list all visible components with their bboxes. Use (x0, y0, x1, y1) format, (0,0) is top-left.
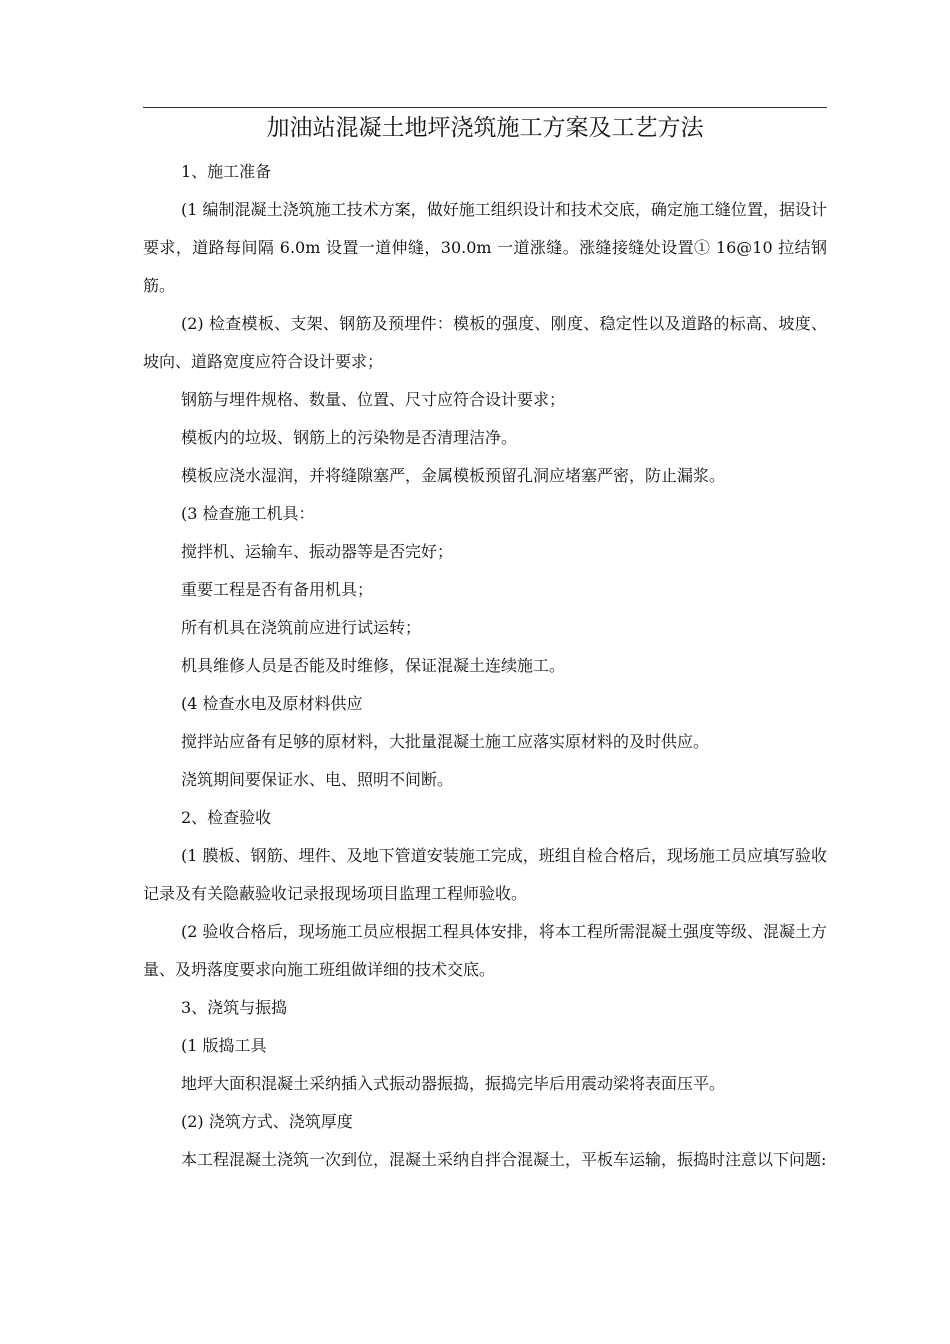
paragraph: (1 编制混凝土浇筑施工技术方案，做好施工组织设计和技术交底，确定施工缝位置，据设计要求，道路每间隔 6.0m 设置一道伸缝，30.0m 一道涨缝。涨缝接缝处设置① 16@10 拉结钢筋。 (143, 200, 827, 295)
heading-inspection: 2、检查验收 (181, 808, 272, 827)
paragraph: 模板内的垃圾、钢筋上的污染物是否清理洁净。 (181, 428, 518, 447)
paragraph: 搅拌站应备有足够的原材料，大批量混凝土施工应落实原材料的及时供应。 (181, 732, 710, 751)
paragraph: (1 膜板、钢筋、埋件、及地下管道安装施工完成，班组自检合格后，现场施工员应填写验收记录及有关隐蔽验收记录报现场项目监理工程师验收。 (143, 846, 827, 903)
paragraph: (1 版捣工具 (181, 1036, 267, 1055)
paragraph: (2) 检查模板、支架、钢筋及预埋件：模板的强度、刚度、稳定性以及道路的标高、坡度、坡向、道路宽度应符合设计要求； (143, 314, 827, 371)
paragraph: 本工程混凝土浇筑一次到位，混凝土采纳自拌合混凝土，平板车运输，振捣时注意以下问题: (181, 1150, 827, 1169)
document-title: 加油站混凝土地坪浇筑施工方案及工艺方法 (266, 115, 704, 141)
paragraph: 所有机具在浇筑前应进行试运转； (181, 618, 422, 637)
heading-preparation: 1、施工准备 (181, 162, 272, 181)
paragraph: 钢筋与埋件规格、数量、位置、尺寸应符合设计要求； (181, 390, 566, 409)
paragraph: (2 验收合格后，现场施工员应根据工程具体安排，将本工程所需混凝土强度等级、混凝土方量、及坍落度要求向施工班组做详细的技术交底。 (143, 922, 827, 979)
paragraph: 地坪大面积混凝土采纳插入式振动器振捣，振捣完毕后用震动梁将表面压平。 (181, 1074, 726, 1093)
header-rule (143, 107, 827, 108)
heading-pouring: 3、浇筑与振捣 (181, 998, 288, 1017)
paragraph: 重要工程是否有备用机具； (181, 580, 374, 599)
paragraph: 搅拌机、运输车、振动器等是否完好； (181, 542, 454, 561)
paragraph: 模板应浇水湿润，并将缝隙塞严，金属模板预留孔洞应堵塞严密，防止漏浆。 (181, 466, 726, 485)
paragraph: (4 检查水电及原材料供应 (181, 694, 363, 713)
paragraph: (3 检查施工机具： (181, 504, 315, 523)
document-body (143, 153, 827, 1179)
paragraph: 机具维修人员是否能及时维修，保证混凝土连续施工。 (181, 656, 566, 675)
paragraph: 浇筑期间要保证水、电、照明不间断。 (181, 770, 454, 789)
paragraph: (2) 浇筑方式、浇筑厚度 (181, 1112, 353, 1131)
